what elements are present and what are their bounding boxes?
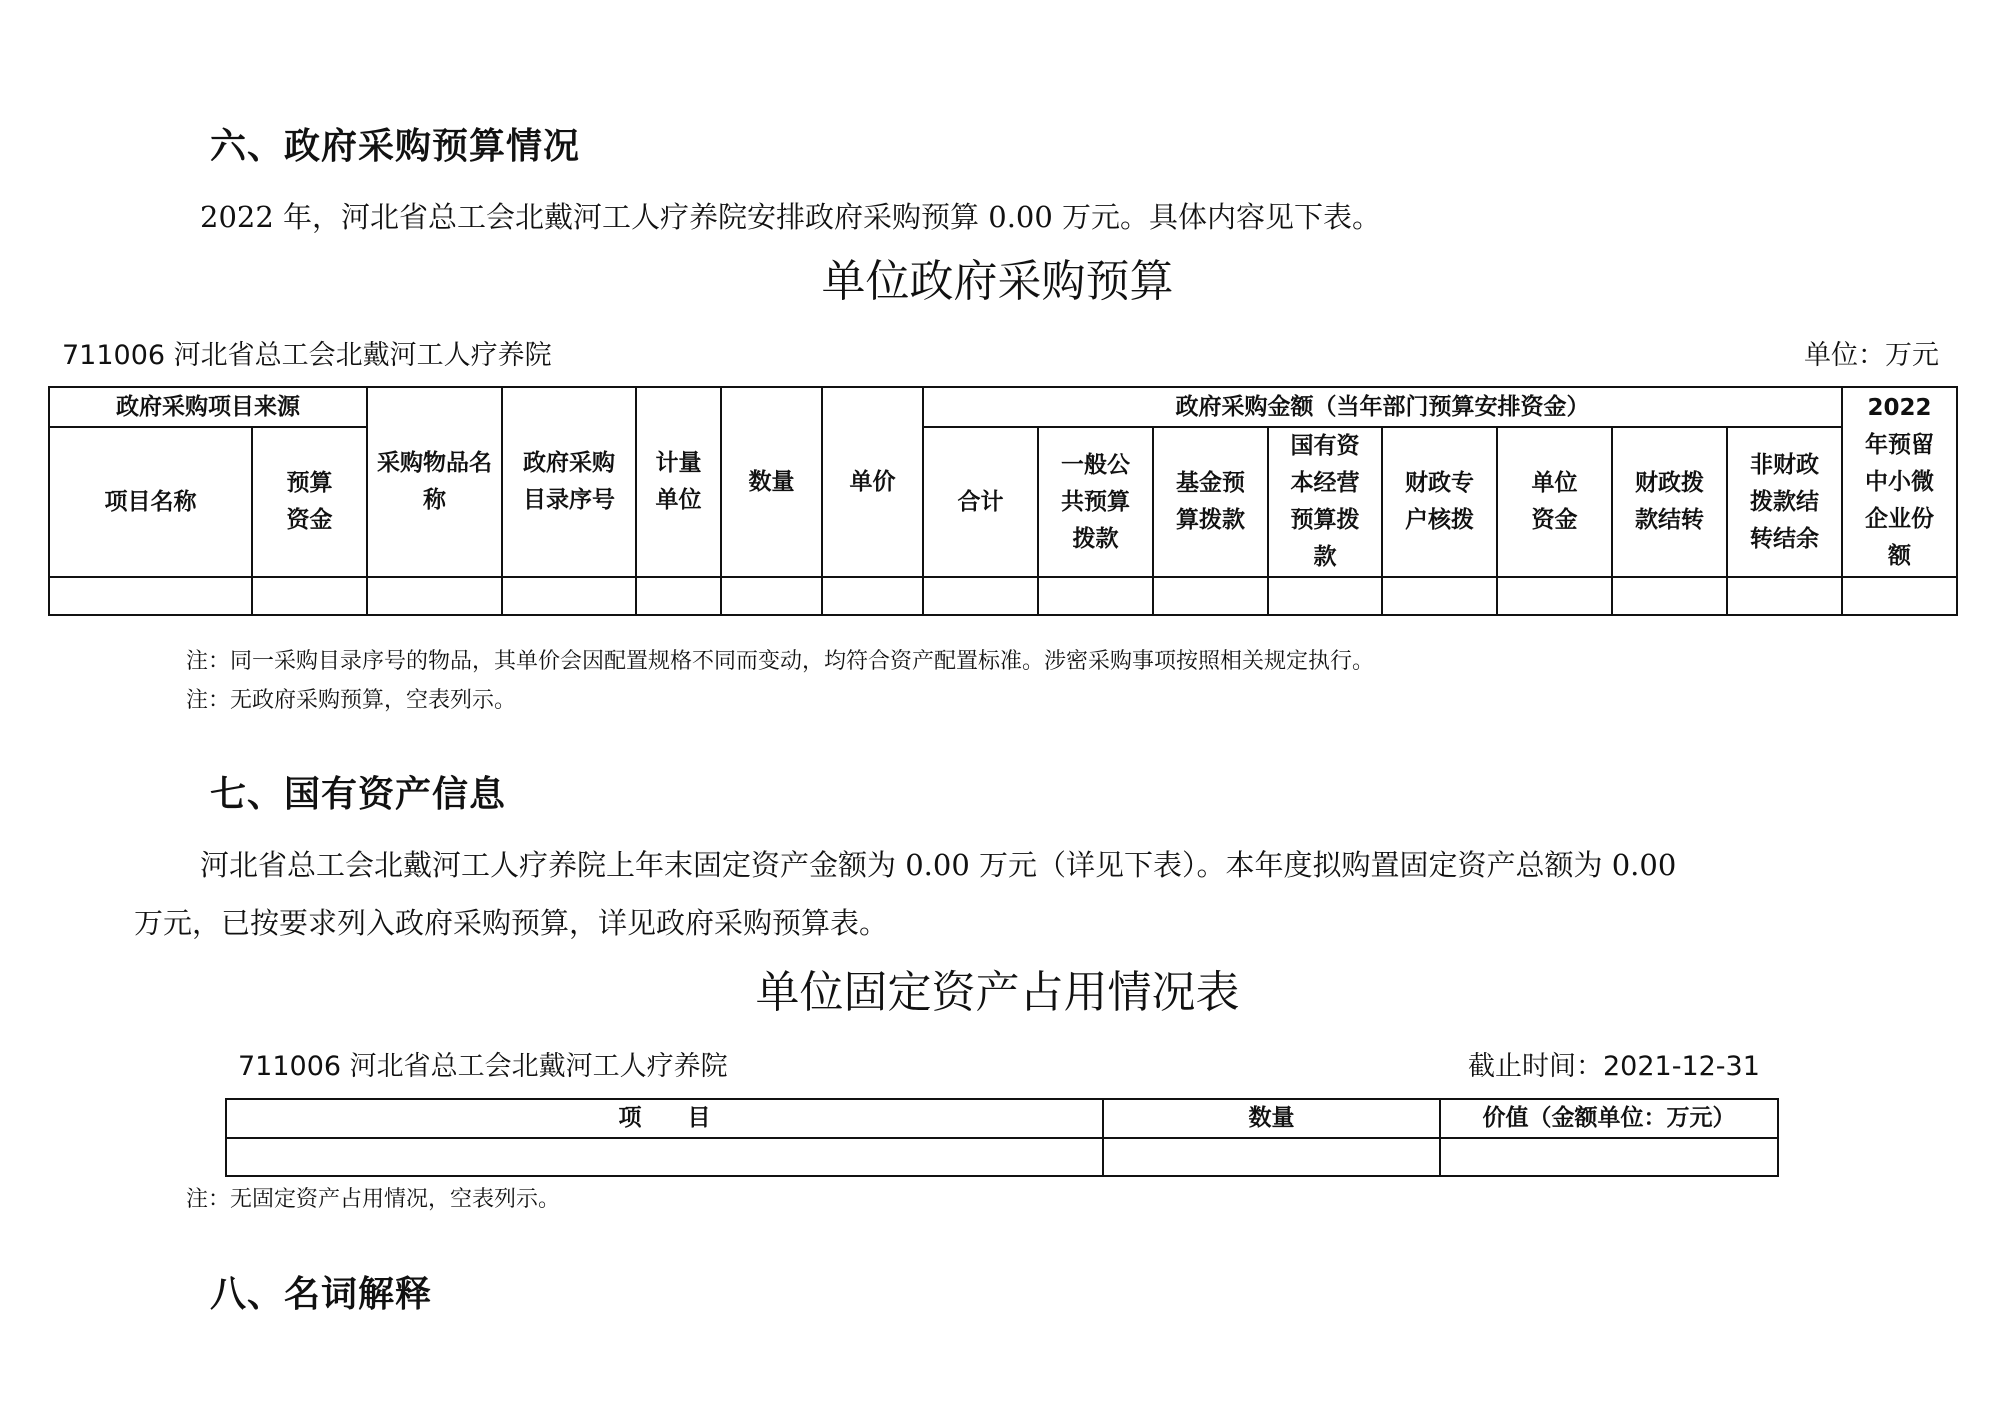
header-unit-funds: 单位资金	[1497, 427, 1612, 577]
empty-cell	[1153, 577, 1268, 615]
empty-cell	[1727, 577, 1842, 615]
section7-paragraph-line2: 万元，已按要求列入政府采购预算，详见政府采购预算表。	[134, 906, 889, 940]
table2-org: 711006 河北省总工会北戴河工人疗养院	[238, 1051, 728, 1082]
empty-cell	[1440, 1138, 1778, 1176]
section6-heading: 六、政府采购预算情况	[210, 126, 581, 167]
fixed-assets-table	[225, 1098, 1779, 1177]
table1-org: 711006 河北省总工会北戴河工人疗养院	[62, 340, 552, 371]
empty-cell	[49, 577, 252, 615]
empty-cell	[226, 1138, 1103, 1176]
header-fiscal-carryover: 财政拨款结转	[1612, 427, 1727, 577]
empty-cell	[1842, 577, 1957, 615]
table1-title: 单位政府采购预算	[821, 256, 1174, 307]
header-budget-funds: 预算资金	[252, 427, 367, 577]
table1-unit: 单位：万元	[1804, 340, 1939, 371]
header-catalog-no: 政府采购目录序号	[502, 387, 636, 577]
header-fund-budget: 基金预算拨款	[1153, 427, 1268, 577]
header-item-name: 项目名称	[49, 427, 252, 577]
section7-heading: 七、国有资产信息	[210, 774, 507, 815]
empty-cell	[367, 577, 502, 615]
empty-cell	[923, 577, 1038, 615]
header-quantity: 数量	[1103, 1099, 1440, 1138]
empty-cell	[822, 577, 923, 615]
section6-paragraph: 2022 年，河北省总工会北戴河工人疗养院安排政府采购预算 0.00 万元。具体内容见下表。	[200, 200, 1382, 234]
empty-cell	[502, 577, 636, 615]
empty-cell	[1612, 577, 1727, 615]
header-sme-share: 2022 年预留中小微企业份额	[1842, 387, 1957, 577]
section8-heading: 八、名词解释	[210, 1274, 433, 1315]
header-source-group: 政府采购项目来源	[49, 387, 367, 427]
empty-cell	[1038, 577, 1153, 615]
table1-note-2: 注：无政府采购预算，空表列示。	[186, 688, 517, 713]
table-row	[226, 1138, 1778, 1176]
header-goods-name: 采购物品名称	[367, 387, 502, 577]
procurement-budget-table	[48, 386, 1958, 616]
header-value: 价值（金额单位：万元）	[1440, 1099, 1778, 1138]
empty-cell	[1497, 577, 1612, 615]
header-fiscal-special: 财政专户核拨	[1382, 427, 1497, 577]
section7-paragraph-line1: 河北省总工会北戴河工人疗养院上年末固定资产金额为 0.00 万元（详见下表）。本年度拟购置固定资产总额为 0.00	[200, 848, 1677, 882]
table2-note: 注：无固定资产占用情况，空表列示。	[186, 1187, 561, 1212]
header-measure-unit: 计量单位	[636, 387, 721, 577]
table2-deadline: 截止时间：2021-12-31	[1468, 1051, 1760, 1082]
header-nonfiscal-carryover: 非财政拨款结转结余	[1727, 427, 1842, 577]
empty-cell	[252, 577, 367, 615]
header-state-capital: 国有资本经营预算拨款	[1268, 427, 1382, 577]
table2-title: 单位固定资产占用情况表	[755, 967, 1240, 1018]
header-total: 合计	[923, 427, 1038, 577]
table1-note-1: 注：同一采购目录序号的物品，其单价会因配置规格不同而变动，均符合资产配置标准。涉密采购事项按照相关规定执行。	[186, 649, 1375, 674]
empty-cell	[1382, 577, 1497, 615]
table-row	[49, 577, 1957, 615]
empty-cell	[1268, 577, 1382, 615]
header-amount-group: 政府采购金额（当年部门预算安排资金）	[923, 387, 1842, 427]
empty-cell	[721, 577, 822, 615]
empty-cell	[1103, 1138, 1440, 1176]
header-unit-price: 单价	[822, 387, 923, 577]
header-general-public: 一般公共预算拨款	[1038, 427, 1153, 577]
header-item: 项 目	[226, 1099, 1103, 1138]
empty-cell	[636, 577, 721, 615]
header-quantity: 数量	[721, 387, 822, 577]
